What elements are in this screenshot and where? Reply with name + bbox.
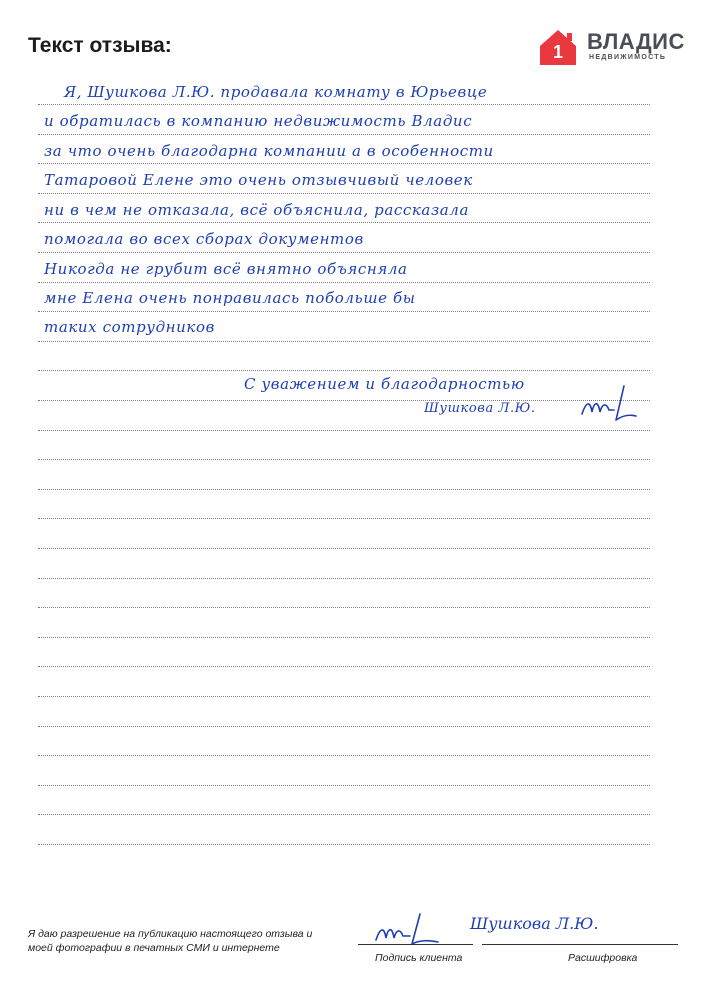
ruled-line [38, 755, 650, 756]
svg-text:1: 1 [552, 42, 564, 62]
ruled-line [38, 193, 650, 194]
closing-signature-name: Шушкова Л.Ю. [424, 401, 536, 416]
ruled-line [38, 370, 650, 371]
review-line: таких сотрудников [44, 318, 215, 336]
ruled-line [38, 222, 650, 223]
review-line: мне Елена очень понравилась побольше бы [44, 289, 416, 307]
review-line: Я, Шушкова Л.Ю. продавала комнату в Юрьевце [64, 83, 488, 101]
ruled-line [38, 163, 650, 164]
signature-caption: Подпись клиента [375, 952, 463, 964]
ruled-line [38, 311, 650, 312]
ruled-line [38, 785, 650, 786]
signature-line [358, 944, 473, 945]
ruled-line [38, 696, 650, 697]
decoding-line [482, 944, 678, 945]
ruled-line [38, 518, 650, 519]
ruled-line [38, 814, 650, 815]
ruled-line [38, 282, 650, 283]
review-line: за что очень благодарна компании а в особенности [44, 142, 494, 160]
review-closing: С уважением и благодарностью [244, 375, 525, 393]
ruled-line [38, 430, 650, 431]
ruled-line [38, 666, 650, 667]
ruled-line [38, 548, 650, 549]
ruled-line [38, 104, 650, 105]
ruled-line [38, 134, 650, 135]
ruled-line [38, 578, 650, 579]
ruled-line [38, 252, 650, 253]
review-line: и обратилась в компанию недвижимость Владис [44, 112, 473, 130]
ruled-line [38, 489, 650, 490]
ruled-line [38, 400, 650, 401]
decoding-caption: Расшифровка [568, 952, 638, 964]
ruled-line [38, 607, 650, 608]
decoding-handwritten: Шушкова Л.Ю. [470, 914, 599, 933]
ruled-line [38, 341, 650, 342]
ruled-line [38, 844, 650, 845]
handwritten-signature [578, 380, 648, 425]
vladis-logo [537, 27, 687, 69]
review-line: Татаровой Елене это очень отзывчивый человек [44, 171, 473, 189]
consent-text: Я даю разрешение на публикацию настоящего отзыва и моей фотографии в печатных СМИ и интернете [28, 928, 313, 954]
review-line: ни в чем не отказала, всё объяснила, рассказала [44, 201, 469, 219]
logo-subtitle: НЕДВИЖИМОСТЬ [589, 54, 667, 61]
review-line: помогала во всех сборах документов [44, 230, 364, 248]
review-line: Никогда не грубит всё внятно объясняла [44, 260, 408, 278]
ruled-line [38, 726, 650, 727]
logo-name: ВЛАДИС [587, 29, 685, 54]
house-key-icon [537, 27, 583, 69]
ruled-line [38, 637, 650, 638]
form-title: Текст отзыва: [28, 34, 172, 57]
ruled-line [38, 459, 650, 460]
